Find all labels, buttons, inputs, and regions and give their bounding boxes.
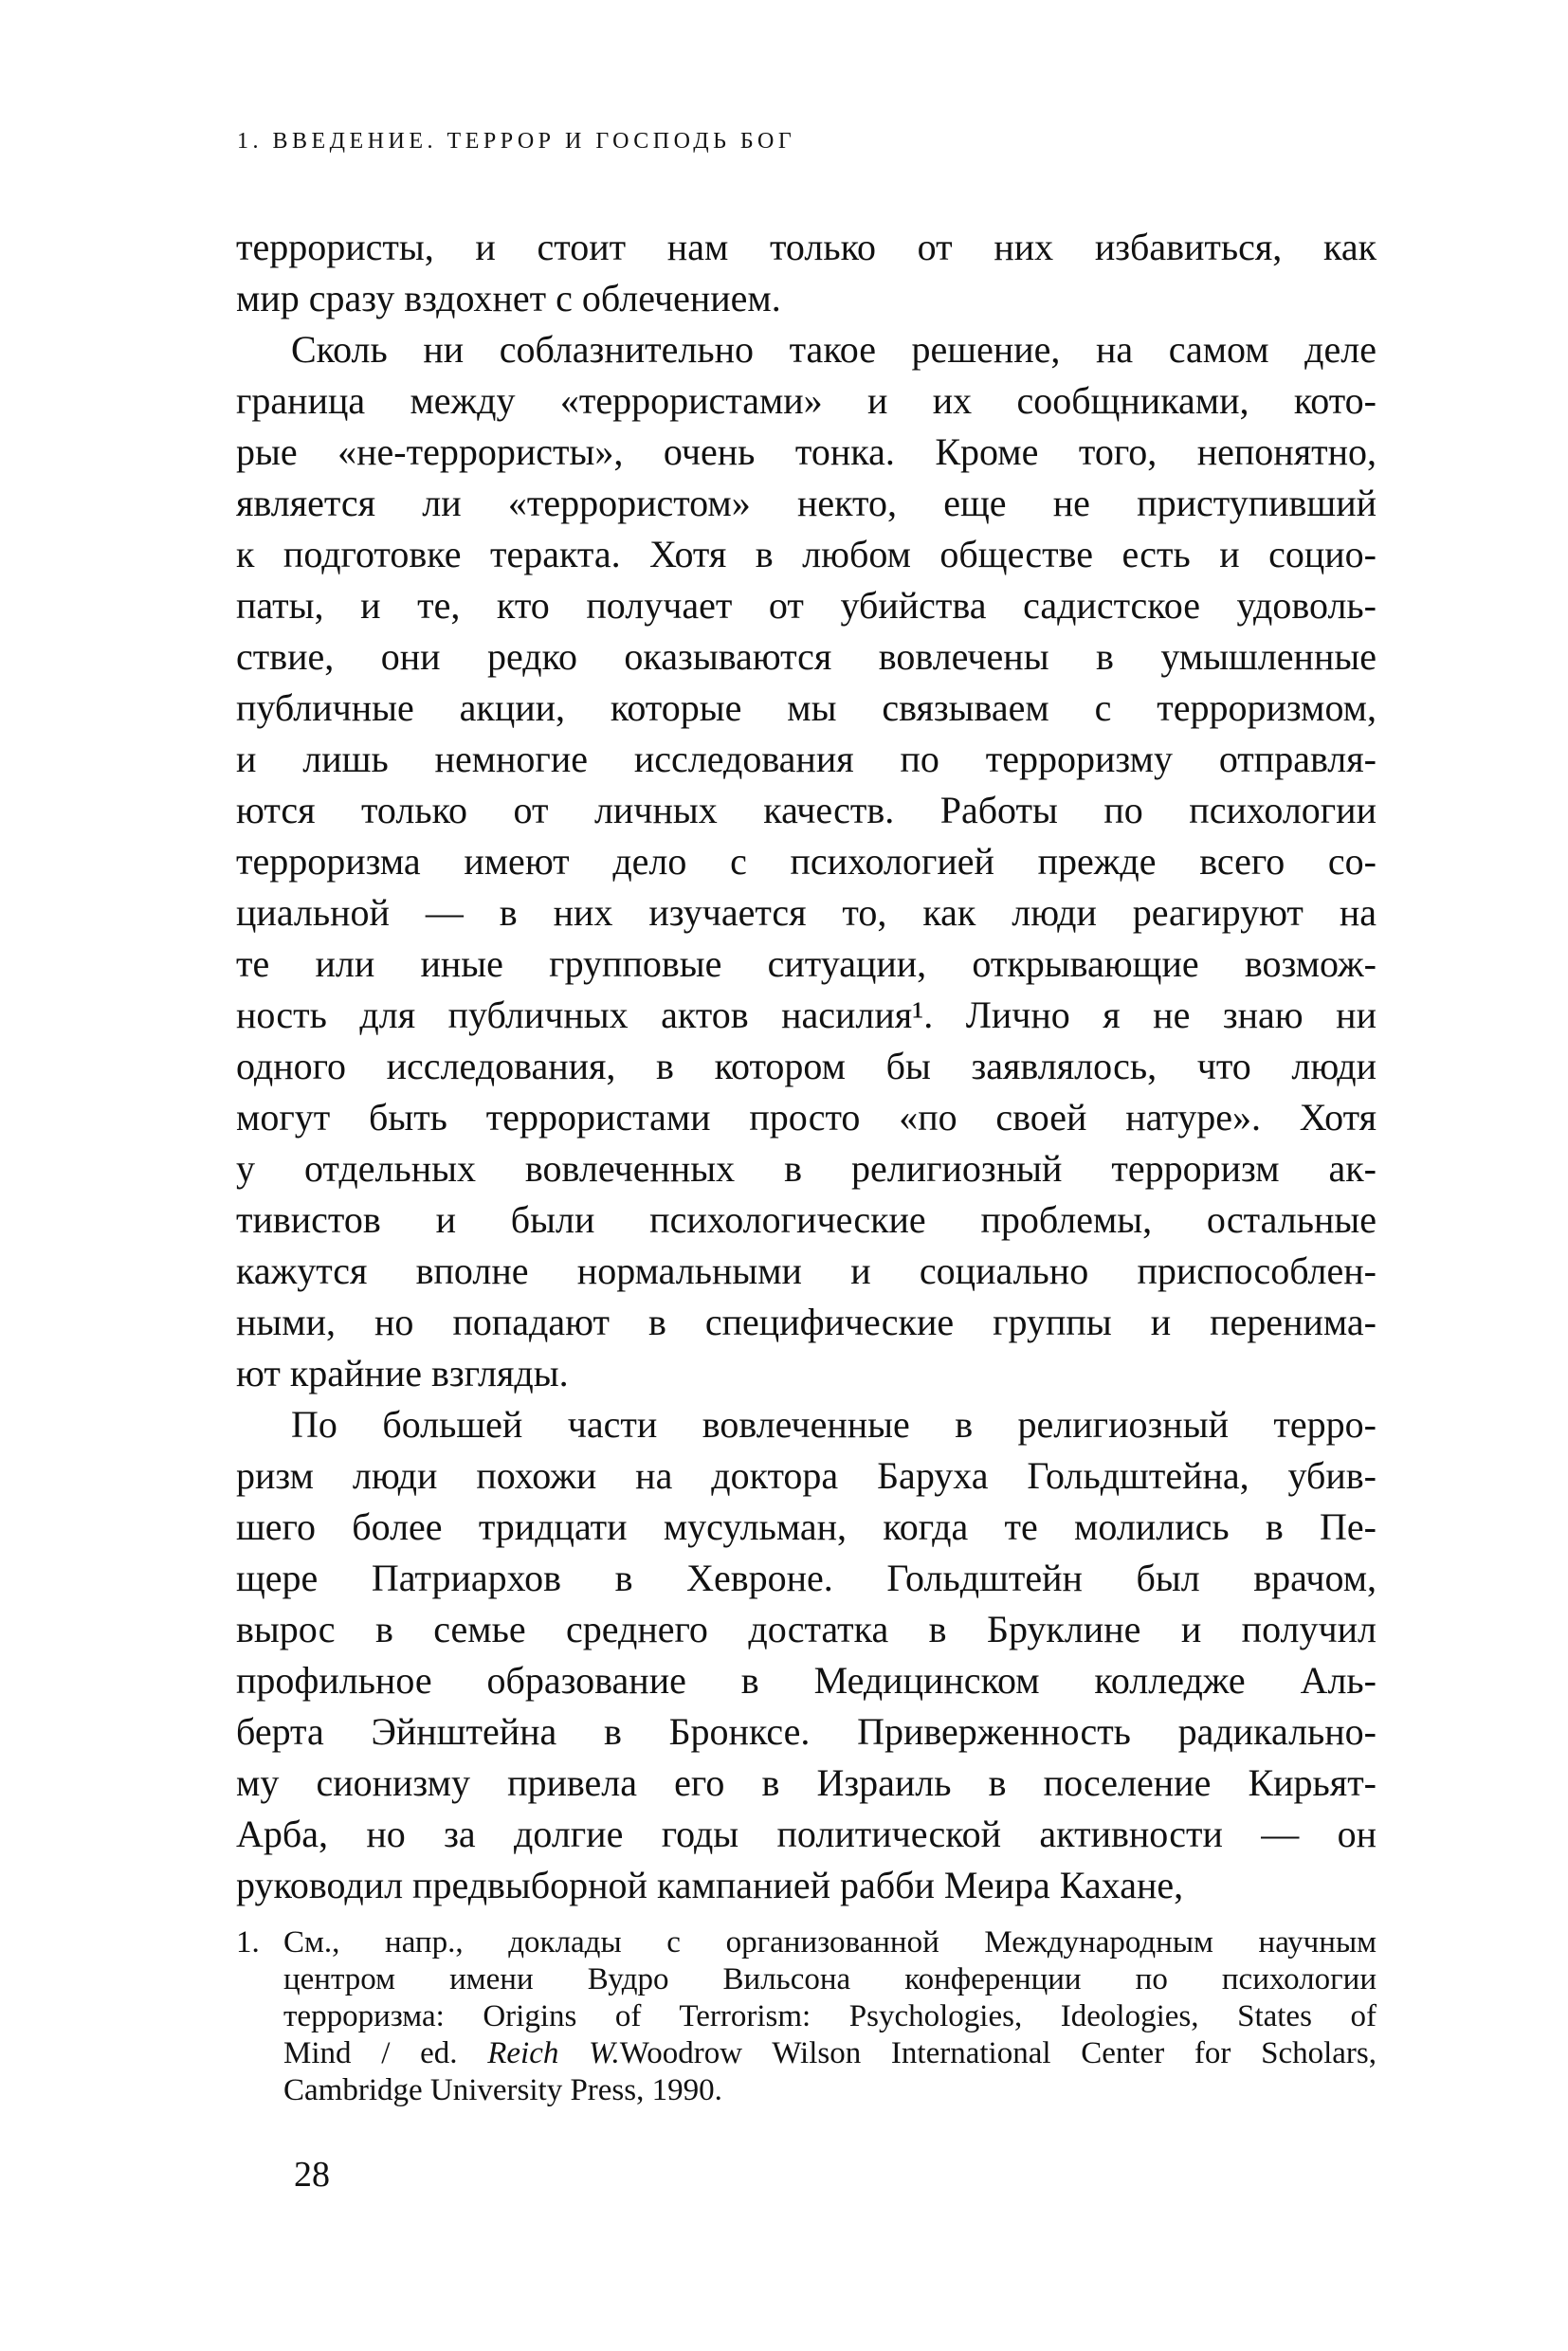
text-line: паты, и те, кто получает от убийства садистское удоволь- [236, 584, 1377, 627]
footnote-line: терроризма: Origins of Terrorism: Psychologies, Ideologies, States of [283, 1999, 1377, 2033]
text-line: публичные акции, которые мы связываем с терроризмом, [236, 686, 1377, 729]
text-line: му сионизму привела его в Израиль в поселение Кирьят- [236, 1761, 1377, 1804]
footnote-line [283, 2035, 1377, 2072]
text-line: одного исследования, в котором бы заявлялось, что люди [236, 1045, 1377, 1087]
text-line: берта Эйнштейна в Бронксе. Приверженность радикально- [236, 1710, 1377, 1753]
page-number: 28 [294, 2155, 330, 2195]
text-line: шего более тридцати мусульман, когда те молились в Пе- [236, 1505, 1377, 1548]
text-line: к подготовке теракта. Хотя в любом обществе есть и социо- [236, 533, 1377, 575]
text-line: ствие, они редко оказываются вовлечены в умышленные [236, 635, 1377, 678]
text-line: руководил предвыборной кампанией рабби Меира Кахане, [236, 1864, 1184, 1906]
text-line: терроризма имеют дело с психологией прежде всего со- [236, 840, 1377, 883]
text-line: ют крайние взгляды. [236, 1352, 569, 1394]
text-line: ными, но попадают в специфические группы и перенима- [236, 1301, 1377, 1343]
footnote [236, 1924, 1377, 2109]
footnote-line: Cambridge University Press, 1990. [283, 2073, 722, 2107]
text-line: у отдельных вовлеченных в религиозный терроризм ак- [236, 1147, 1377, 1190]
text-line: является ли «террористом» некто, еще не приступивший [236, 482, 1377, 524]
text-line: Сколь ни соблазнительно такое решение, на самом деле [291, 328, 1377, 371]
text-line: щере Патриархов в Хевроне. Гольдштейн был врачом, [236, 1557, 1377, 1599]
text-line: террористы, и стоит нам только от них избавиться, как [236, 226, 1377, 268]
text-line: циальной — в них изучается то, как люди реагируют на [236, 891, 1377, 934]
footnote-line: См., напр., доклады с организованной Международным научным [283, 1925, 1377, 1959]
text-line: тивистов и были психологические проблемы, остальные [236, 1198, 1377, 1241]
text-line: ризм люди похожи на доктора Баруха Гольдштейна, убив- [236, 1454, 1377, 1497]
text-line: профильное образование в Медицинском колледже Аль- [236, 1659, 1377, 1702]
footnote-number: 1. [236, 1925, 260, 1959]
footnote-text: Woodrow Wilson International Center for Scholars, [619, 2036, 1377, 2070]
text-line: ность для публичных актов насилия¹. Лично я не знаю ни [236, 993, 1377, 1036]
running-header: 1. ВВЕДЕНИЕ. ТЕРРОР И ГОСПОДЬ БОГ [237, 129, 796, 154]
text-line: Арба, но за долгие годы политической активности — он [236, 1813, 1377, 1855]
text-line: граница между «террористами» и их сообщниками, кото- [236, 379, 1377, 422]
footnote-text: Mind / ed. [283, 2036, 488, 2070]
text-line: те или иные групповые ситуации, открывающие возмож- [236, 942, 1377, 985]
body-text [236, 222, 1377, 1911]
footnote-line: центром имени Вудро Вильсона конференции по психологии [283, 1962, 1377, 1996]
text-line: мир сразу вздохнет с облечением. [236, 277, 781, 319]
text-line: ются только от личных качеств. Работы по психологии [236, 789, 1377, 831]
text-line: вырос в семье среднего достатка в Бруклине и получил [236, 1608, 1377, 1650]
text-line: рые «не-террористы», очень тонка. Кроме того, непонятно, [236, 430, 1377, 473]
footnote-author: Reich W. [487, 2036, 620, 2070]
text-line: кажутся вполне нормальными и социально приспособлен- [236, 1249, 1377, 1292]
text-line: могут быть террористами просто «по своей натуре». Хотя [236, 1096, 1377, 1139]
text-line: и лишь немногие исследования по терроризму отправля- [236, 738, 1377, 780]
text-line: По большей части вовлеченные в религиозный терро- [291, 1403, 1377, 1446]
